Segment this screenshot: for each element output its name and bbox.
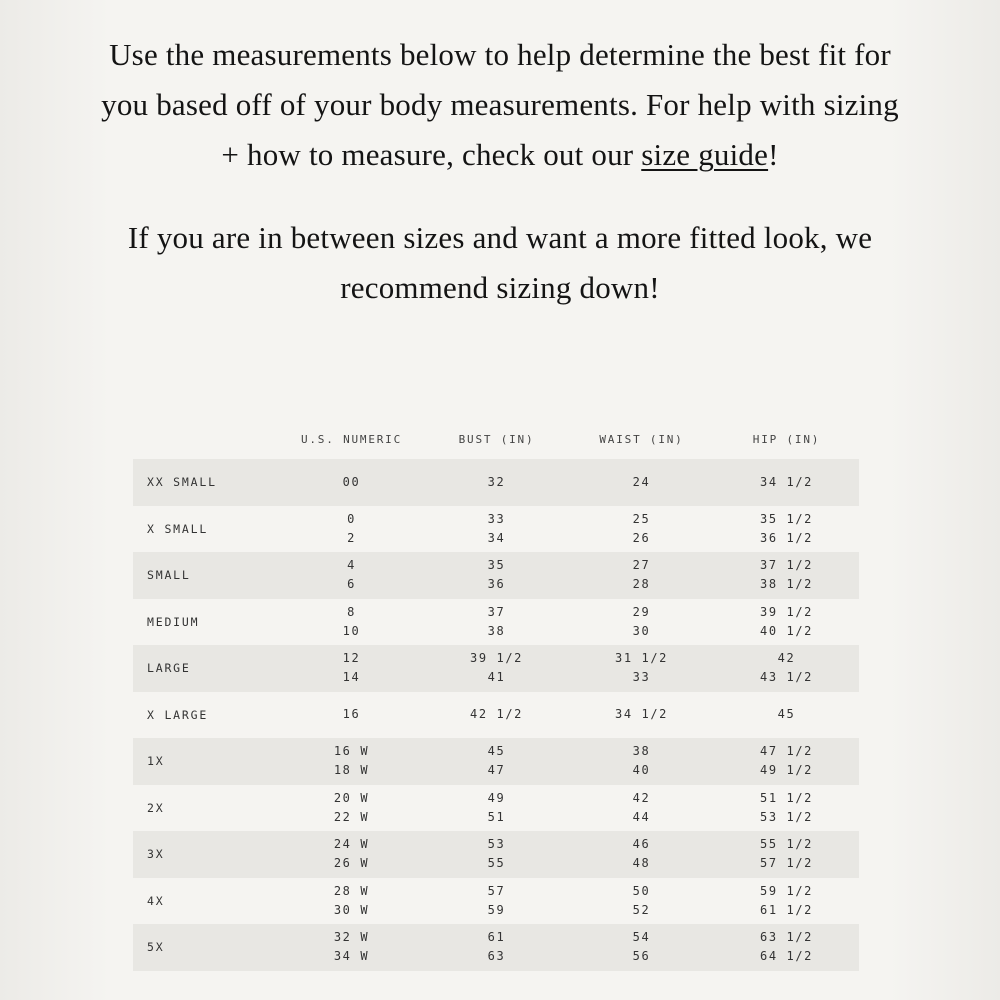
waist-value: 42 [632, 790, 651, 805]
bust-value: 63 [487, 949, 506, 964]
size-chart-header [133, 419, 859, 459]
bust-value: 36 [487, 577, 506, 592]
table-row [133, 506, 859, 553]
bust-value: 39 1/2 [470, 651, 523, 666]
us-numeric-value: 10 [342, 623, 361, 638]
waist-value: 52 [632, 902, 651, 917]
bust-cell [424, 510, 569, 548]
hip-value: 57 1/2 [760, 856, 813, 871]
intro-paragraph-fit: If you are in between sizes and want a more fitted look, we recommend sizing down! [127, 220, 873, 305]
table-row [133, 459, 859, 506]
waist-cell [569, 649, 714, 687]
header-hip: HIP (IN) [752, 432, 821, 446]
waist-value: 54 [632, 930, 651, 945]
bust-value: 55 [487, 856, 506, 871]
us-numeric-cell [279, 649, 424, 687]
hip-cell [714, 510, 859, 548]
hip-cell [714, 742, 859, 780]
bust-value: 34 [487, 530, 506, 545]
us-numeric-cell [279, 603, 424, 641]
hip-value: 64 1/2 [760, 949, 813, 964]
table-row [133, 599, 859, 646]
hip-value: 63 1/2 [760, 930, 813, 945]
us-numeric-value: 34 W [333, 949, 370, 964]
waist-cell [569, 603, 714, 641]
us-numeric-cell [279, 510, 424, 548]
waist-cell [569, 789, 714, 827]
size-label: 1X [147, 754, 165, 769]
hip-cell [714, 603, 859, 641]
us-numeric-cell [279, 882, 424, 920]
table-row [133, 645, 859, 692]
us-numeric-value: 32 W [333, 930, 370, 945]
hip-value: 49 1/2 [760, 763, 813, 778]
us-numeric-value: 16 [342, 707, 361, 722]
hip-value: 45 [777, 707, 796, 722]
hip-cell [714, 473, 859, 492]
bust-cell [424, 649, 569, 687]
us-numeric-cell [279, 705, 424, 724]
us-numeric-cell [279, 835, 424, 873]
table-row [133, 738, 859, 785]
bust-cell [424, 742, 569, 780]
size-chart-body [133, 459, 859, 971]
hip-cell [714, 649, 859, 687]
waist-value: 56 [632, 949, 651, 964]
bust-value: 61 [487, 930, 506, 945]
waist-value: 29 [632, 604, 651, 619]
us-numeric-cell [279, 473, 424, 492]
bust-value: 57 [487, 883, 506, 898]
waist-cell [569, 928, 714, 966]
size-chart-table [133, 419, 859, 971]
us-numeric-value: 14 [342, 670, 361, 685]
waist-value: 30 [632, 623, 651, 638]
header-us-numeric: U.S. NUMERIC [300, 432, 403, 446]
hip-value: 34 1/2 [760, 474, 813, 489]
us-numeric-cell [279, 928, 424, 966]
size-label: 3X [147, 847, 165, 862]
table-row [133, 878, 859, 925]
us-numeric-value: 26 W [333, 856, 370, 871]
waist-value: 28 [632, 577, 651, 592]
hip-value: 36 1/2 [760, 530, 813, 545]
bust-value: 32 [487, 474, 506, 489]
us-numeric-value: 18 W [333, 763, 370, 778]
hip-value: 55 1/2 [760, 837, 813, 852]
waist-value: 34 1/2 [615, 707, 668, 722]
hip-value: 42 [777, 651, 796, 666]
waist-value: 48 [632, 856, 651, 871]
bust-cell [424, 835, 569, 873]
size-label: 4X [147, 893, 165, 908]
bust-value: 42 1/2 [470, 707, 523, 722]
table-row [133, 831, 859, 878]
waist-cell [569, 510, 714, 548]
waist-cell [569, 882, 714, 920]
bust-value: 35 [487, 558, 506, 573]
bust-cell [424, 705, 569, 724]
waist-value: 46 [632, 837, 651, 852]
us-numeric-value: 30 W [333, 902, 370, 917]
hip-cell [714, 556, 859, 594]
us-numeric-value: 12 [342, 651, 361, 666]
waist-value: 44 [632, 809, 651, 824]
table-row [133, 785, 859, 832]
us-numeric-value: 00 [342, 474, 361, 489]
bust-value: 38 [487, 623, 506, 638]
waist-value: 33 [632, 670, 651, 685]
hip-value: 38 1/2 [760, 577, 813, 592]
waist-cell [569, 835, 714, 873]
bust-value: 51 [487, 809, 506, 824]
size-label: LARGE [147, 661, 191, 676]
hip-value: 39 1/2 [760, 604, 813, 619]
header-waist: WAIST (IN) [599, 432, 684, 446]
intro-text-end: ! [768, 137, 779, 172]
waist-cell [569, 556, 714, 594]
bust-value: 53 [487, 837, 506, 852]
header-bust: BUST (IN) [458, 432, 535, 446]
waist-value: 25 [632, 511, 651, 526]
size-label: X SMALL [147, 521, 209, 536]
bust-cell [424, 789, 569, 827]
bust-value: 41 [487, 670, 506, 685]
bust-cell [424, 928, 569, 966]
intro-paragraph-measurements [100, 30, 900, 180]
waist-value: 31 1/2 [615, 651, 668, 666]
size-label: 5X [147, 940, 165, 955]
table-row [133, 692, 859, 739]
hip-cell [714, 882, 859, 920]
hip-value: 51 1/2 [760, 790, 813, 805]
bust-value: 47 [487, 763, 506, 778]
hip-value: 61 1/2 [760, 902, 813, 917]
us-numeric-value: 2 [347, 530, 356, 545]
us-numeric-cell [279, 789, 424, 827]
us-numeric-value: 24 W [333, 837, 370, 852]
us-numeric-value: 22 W [333, 809, 370, 824]
waist-cell [569, 705, 714, 724]
hip-value: 37 1/2 [760, 558, 813, 573]
us-numeric-value: 6 [347, 577, 356, 592]
waist-value: 38 [632, 744, 651, 759]
us-numeric-value: 0 [347, 511, 356, 526]
us-numeric-value: 20 W [333, 790, 370, 805]
bust-value: 59 [487, 902, 506, 917]
size-guide-link[interactable]: size guide [641, 137, 769, 172]
table-row [133, 552, 859, 599]
waist-value: 26 [632, 530, 651, 545]
us-numeric-value: 4 [347, 558, 356, 573]
bust-value: 45 [487, 744, 506, 759]
us-numeric-value: 28 W [333, 883, 370, 898]
hip-cell [714, 789, 859, 827]
hip-value: 35 1/2 [760, 511, 813, 526]
us-numeric-value: 16 W [333, 744, 370, 759]
size-label: MEDIUM [147, 614, 200, 629]
us-numeric-cell [279, 742, 424, 780]
table-row [133, 924, 859, 971]
waist-value: 24 [632, 474, 651, 489]
bust-cell [424, 556, 569, 594]
bust-value: 33 [487, 511, 506, 526]
us-numeric-value: 8 [347, 604, 356, 619]
intro-text-body: Use the measurements below to help determine the best fit for you based off of your body measurements. For help with sizing + how to measure, check out our [101, 37, 899, 172]
hip-value: 59 1/2 [760, 883, 813, 898]
bust-cell [424, 882, 569, 920]
size-label: X LARGE [147, 707, 209, 722]
size-label: SMALL [147, 568, 191, 583]
waist-value: 27 [632, 558, 651, 573]
hip-value: 40 1/2 [760, 623, 813, 638]
us-numeric-cell [279, 556, 424, 594]
bust-cell [424, 603, 569, 641]
bust-value: 37 [487, 604, 506, 619]
hip-cell [714, 705, 859, 724]
waist-value: 50 [632, 883, 651, 898]
bust-cell [424, 473, 569, 492]
waist-value: 40 [632, 763, 651, 778]
hip-value: 53 1/2 [760, 809, 813, 824]
size-label: 2X [147, 800, 165, 815]
waist-cell [569, 473, 714, 492]
hip-cell [714, 928, 859, 966]
intro-text [100, 30, 900, 313]
hip-value: 43 1/2 [760, 670, 813, 685]
waist-cell [569, 742, 714, 780]
size-label: XX SMALL [147, 475, 217, 490]
bust-value: 49 [487, 790, 506, 805]
hip-value: 47 1/2 [760, 744, 813, 759]
hip-cell [714, 835, 859, 873]
